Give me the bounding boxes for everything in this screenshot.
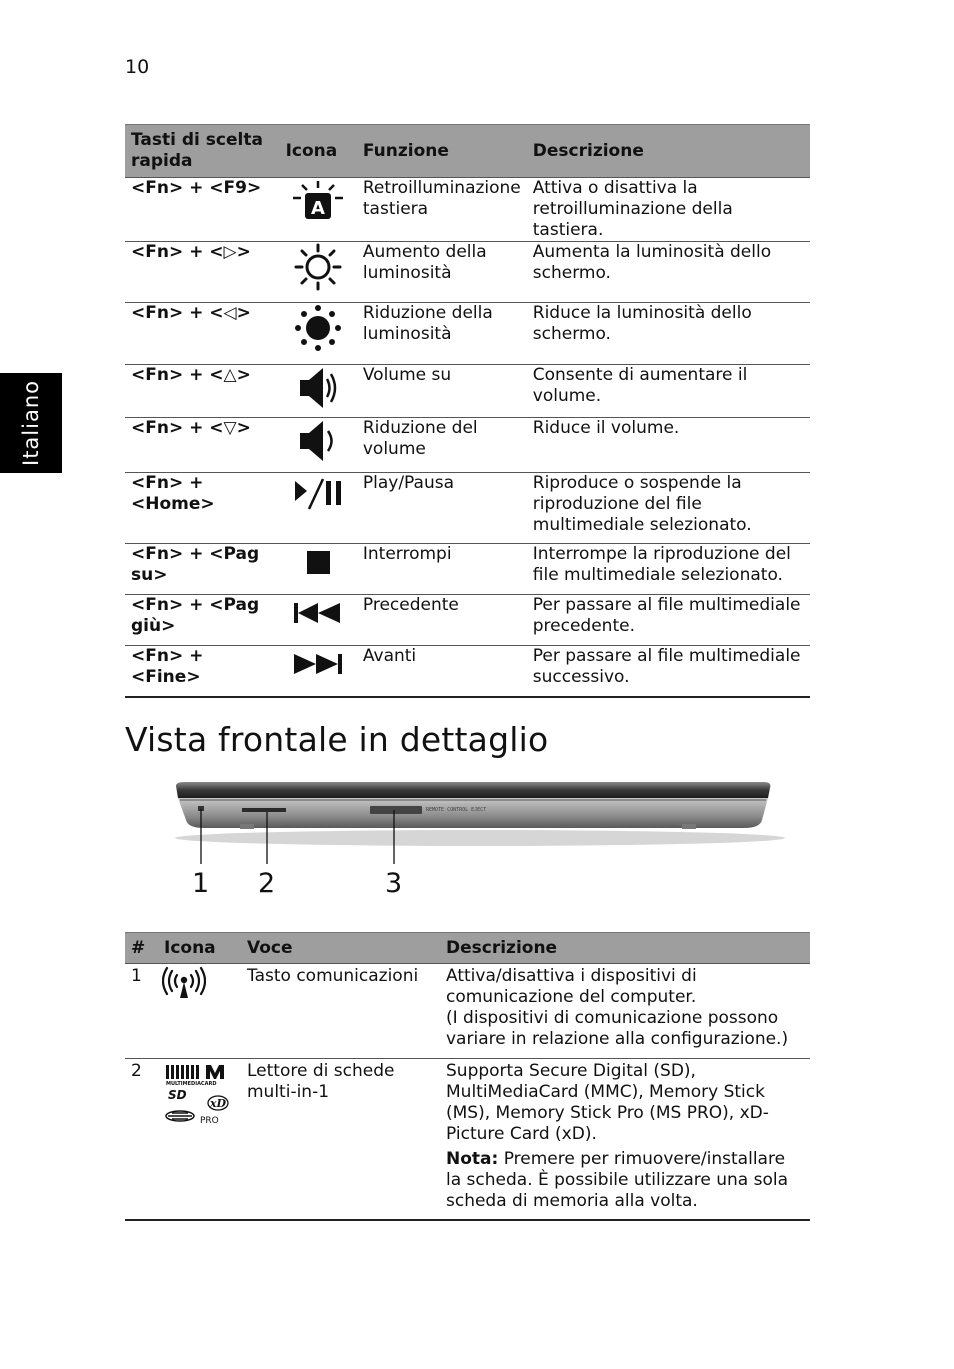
callout-2: 2: [258, 868, 276, 899]
description-cell: Interrompe la riproduzione del file multimediale selezionato.: [527, 544, 810, 595]
function-cell: Play/Pausa: [357, 473, 527, 544]
hotkey-cell: <Fn> + <Fine>: [125, 646, 280, 697]
icon-cell: [280, 303, 357, 365]
note-paragraph: [446, 1149, 804, 1212]
mmc-logo-text: MULTIMEDIACARD: [166, 1081, 217, 1087]
description-line: Attiva/disattiva i dispositivi di comunicazione del computer.: [446, 966, 697, 1007]
table-row: [125, 418, 810, 473]
table-row: [125, 1059, 810, 1220]
description-line: (I dispositivi di comunicazione possono variare in relazione alla configurazione.): [446, 1008, 789, 1049]
table-row: [125, 303, 810, 365]
icon-cell: [280, 544, 357, 595]
icon-cell: [280, 242, 357, 303]
table-row: [125, 595, 810, 646]
header-description: Descrizione: [440, 933, 810, 964]
table-row: [125, 544, 810, 595]
note-label: Nota:: [446, 1149, 499, 1169]
icon-cell: [158, 964, 241, 1059]
header-icon: Icona: [280, 125, 357, 178]
function-cell: Precedente: [357, 595, 527, 646]
table-row: [125, 646, 810, 697]
number-cell: 1: [125, 964, 158, 1059]
section-title: Vista frontale in dettaglio: [125, 720, 549, 759]
table-row: [125, 365, 810, 418]
hotkey-cell: <Fn> + <Pag giù>: [125, 595, 280, 646]
front-view-table: [125, 932, 810, 1221]
card-reader-icons: [162, 1061, 232, 1137]
language-label: Italiano: [19, 380, 43, 466]
function-cell: Riduzione del volume: [357, 418, 527, 473]
table-row: [125, 242, 810, 303]
hotkey-cell: <Fn> + <◁>: [125, 303, 280, 365]
icon-cell: [280, 418, 357, 473]
volume-down-icon: [296, 418, 340, 464]
play-pause-icon: [291, 473, 345, 513]
volume-up-icon: [296, 365, 340, 411]
header-number: #: [125, 933, 158, 964]
description-cell: Attiva o disattiva la retroilluminazione della tastiera.: [527, 178, 810, 242]
next-track-icon: [290, 646, 346, 682]
header-item: Voce: [241, 933, 440, 964]
hotkeys-table: [125, 124, 810, 698]
function-cell: Avanti: [357, 646, 527, 697]
hotkey-cell: <Fn> + <Pag su>: [125, 544, 280, 595]
description-cell: Consente di aumentare il volume.: [527, 365, 810, 418]
note-text: Premere per rimuovere/installare la scheda. È possibile utilizzare una sola scheda di memoria alla volta.: [446, 1149, 788, 1211]
front-header-row: [125, 933, 810, 964]
icon-cell: [280, 178, 357, 242]
callout-1: 1: [192, 868, 210, 899]
description-line: Supporta Secure Digital (SD), MultiMediaCard (MMC), Memory Stick (MS), Memory Stick Pro (MS PRO), xD-Picture Card (xD).: [446, 1061, 769, 1144]
xd-logo: xD: [210, 1097, 227, 1110]
keyboard-backlight-icon: [290, 178, 346, 224]
function-cell: Riduzione della luminosità: [357, 303, 527, 365]
icon-cell: [280, 473, 357, 544]
icon-cell: [280, 595, 357, 646]
icon-cell: [158, 1059, 241, 1220]
wireless-icon: [162, 966, 206, 1002]
number-cell: 2: [125, 1059, 158, 1220]
description-cell: Aumenta la luminosità dello schermo.: [527, 242, 810, 303]
callout-3: 3: [385, 868, 403, 899]
item-cell: Lettore di schede multi-in-1: [241, 1059, 440, 1220]
item-cell: Tasto comunicazioni: [241, 964, 440, 1059]
table-row: [125, 964, 810, 1059]
header-description: Descrizione: [527, 125, 810, 178]
hotkey-cell: <Fn> + <Home>: [125, 473, 280, 544]
description-cell: [440, 1059, 810, 1220]
function-cell: Retroilluminazione tastiera: [357, 178, 527, 242]
description-cell: Per passare al file multimediale successivo.: [527, 646, 810, 697]
hotkeys-header-row: [125, 125, 810, 178]
description-cell: Riduce la luminosità dello schermo.: [527, 303, 810, 365]
icon-cell: [280, 646, 357, 697]
function-cell: Interrompi: [357, 544, 527, 595]
hotkey-cell: <Fn> + <F9>: [125, 178, 280, 242]
description-cell: Per passare al file multimediale precedente.: [527, 595, 810, 646]
function-cell: Volume su: [357, 365, 527, 418]
hotkey-cell: <Fn> + <▽>: [125, 418, 280, 473]
previous-track-icon: [290, 595, 346, 631]
svg-text:A: A: [311, 198, 326, 219]
stop-icon: [298, 544, 338, 580]
page-number: 10: [125, 56, 150, 78]
table-row: [125, 178, 810, 242]
icon-cell: [280, 365, 357, 418]
description-cell: Riduce il volume.: [527, 418, 810, 473]
hotkey-cell: <Fn> + <△>: [125, 365, 280, 418]
header-hotkey: Tasti di scelta rapida: [125, 125, 280, 178]
laptop-strip-label: REMOTE CONTROL EJECT: [426, 807, 487, 813]
header-function: Funzione: [357, 125, 527, 178]
function-cell: Aumento della luminosità: [357, 242, 527, 303]
language-side-tab: [0, 373, 62, 473]
header-icon: Icona: [158, 933, 241, 964]
ms-pro-logo: PRO: [200, 1116, 219, 1126]
description-cell: Riproduce o sospende la riproduzione del file multimediale selezionato.: [527, 473, 810, 544]
hotkey-cell: <Fn> + <▷>: [125, 242, 280, 303]
brightness-down-icon: [293, 303, 343, 353]
sd-logo: SD: [168, 1088, 187, 1102]
brightness-up-icon: [293, 242, 343, 292]
table-row: [125, 473, 810, 544]
description-cell: [440, 964, 810, 1059]
